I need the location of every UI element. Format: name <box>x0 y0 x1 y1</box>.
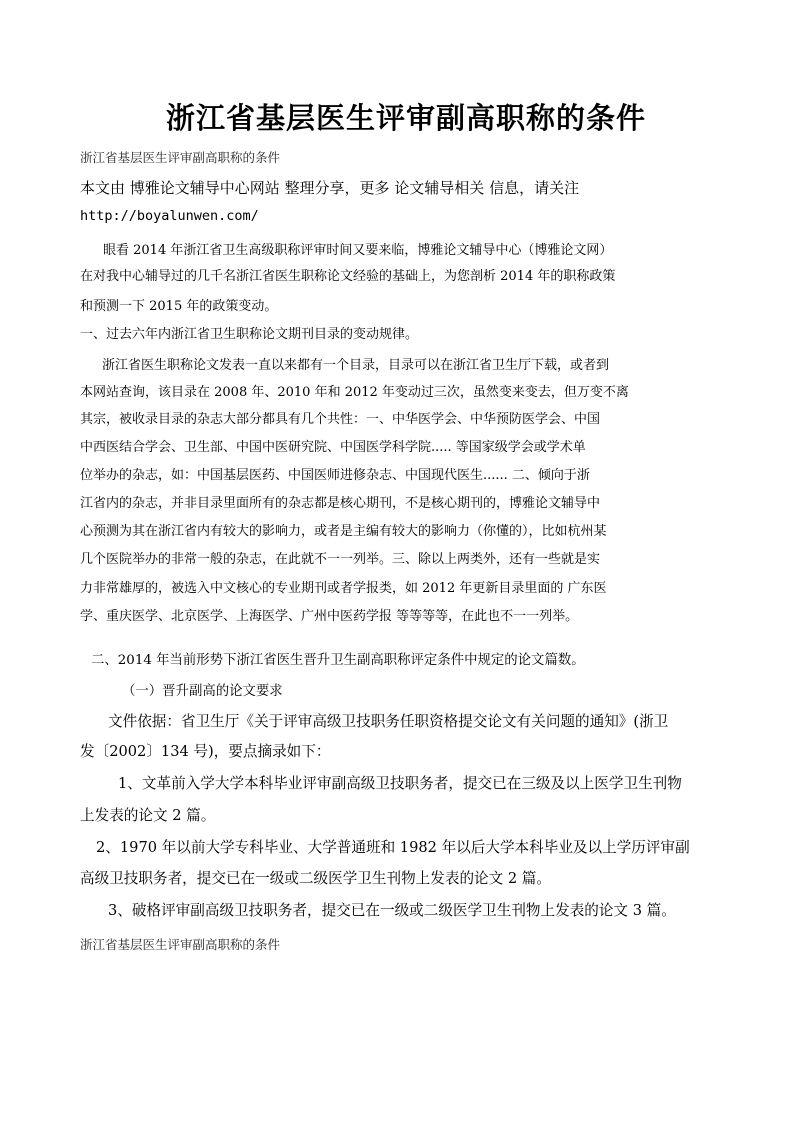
basis-line: 发〔2002〕134 号)，要点摘录如下： <box>80 743 331 760</box>
section1-line: 浙江省医生职称论文发表一直以来都有一个目录，目录可以在浙江省卫生厅下载，或者到 <box>102 358 610 373</box>
section1-line: 本网站查询，该目录在 2008 年、2010 年和 2012 年变动过三次，虽然变来变去，但万变不离 <box>80 385 629 400</box>
section1-heading: 一、过去六年内浙江省卫生职称论文期刊目录的变动规律。 <box>80 327 419 342</box>
requirement-item: 高级卫技职务者，提交已在一级或二级医学卫生刊物上发表的论文 2 篇。 <box>80 870 551 887</box>
section1-line: 江省内的杂志，并非目录里面所有的杂志都是核心期刊，不是核心期刊的，博雅论文辅导中 <box>80 496 601 511</box>
intro-line: 和预测一下 2015 年的政策变动。 <box>80 299 278 314</box>
section1-line: 几个医院举办的非常一般的杂志，在此就不一一列举。三、除以上两类外，还有一些就是实 <box>80 552 601 567</box>
section1-line: 位举办的杂志，如：中国基层医药、中国医师进修杂志、中国现代医生...... 二、倾向于浙 <box>80 468 590 483</box>
document-subtitle: 浙江省基层医生评审副高职称的条件 <box>80 150 281 165</box>
requirement-item: 1、文革前入学大学本科毕业评审副高级卫技职务者，提交已在三级及以上医学卫生刊物 <box>118 775 682 792</box>
requirement-item: 上发表的论文 2 篇。 <box>80 807 216 824</box>
page-footer: 浙江省基层医生评审副高职称的条件 <box>80 937 281 952</box>
document-title: 浙江省基层医生评审副高职称的条件 <box>165 101 646 135</box>
requirement-item: 3、破格评审副高级卫技职务者，提交已在一级或二级医学卫生刊物上发表的论文 3 篇。 <box>108 902 676 919</box>
source-url: http://boyalunwen.com/ <box>80 208 259 224</box>
source-line: 本文由 博雅论文辅导中心网站 整理分享，更多 论文辅导相关 信息，请关注 <box>80 179 580 197</box>
basis-line: 文件依据：省卫生厅《关于评审高级卫技职务任职资格提交论文有关问题的通知》(浙卫 <box>108 713 669 730</box>
section1-line: 中西医结合学会、卫生部、中国中医研究院、中国医学科学院..... 等国家级学会或学术单 <box>80 440 586 455</box>
requirement-item: 2、1970 年以前大学专科毕业、大学普通班和 1982 年以后大学本科毕业及以上学历评审副 <box>96 839 690 856</box>
intro-line: 眼看 2014 年浙江省卫生高级职称评审时间又要来临，博雅论文辅导中心（博雅论文网） <box>103 243 613 258</box>
section1-line: 其宗，被收录目录的杂志大部分都具有几个共性：一、中华医学会、中华预防医学会、中国 <box>80 412 601 427</box>
subsection-heading: （一）晋升副高的论文要求 <box>122 684 283 699</box>
intro-line: 在对我中心辅导过的几千名浙江省医生职称论文经验的基础上，为您剖析 2014 年的职称政策 <box>80 269 616 284</box>
section1-line: 学、重庆医学、北京医学、上海医学、广州中医药学报 等等等等，在此也不一一列举。 <box>80 609 579 624</box>
section2-heading: 二、2014 年当前形势下浙江省医生晋升卫生副高职称评定条件中规定的论文篇数。 <box>91 653 585 668</box>
section1-line: 力非常雄厚的，被选入中文核心的专业期刊或者学报类，如 2012 年更新目录里面的 广东医 <box>80 581 607 596</box>
section1-line: 心预测为其在浙江省内有较大的影响力，或者是主编有较大的影响力（你懂的），比如杭州某 <box>80 524 607 539</box>
